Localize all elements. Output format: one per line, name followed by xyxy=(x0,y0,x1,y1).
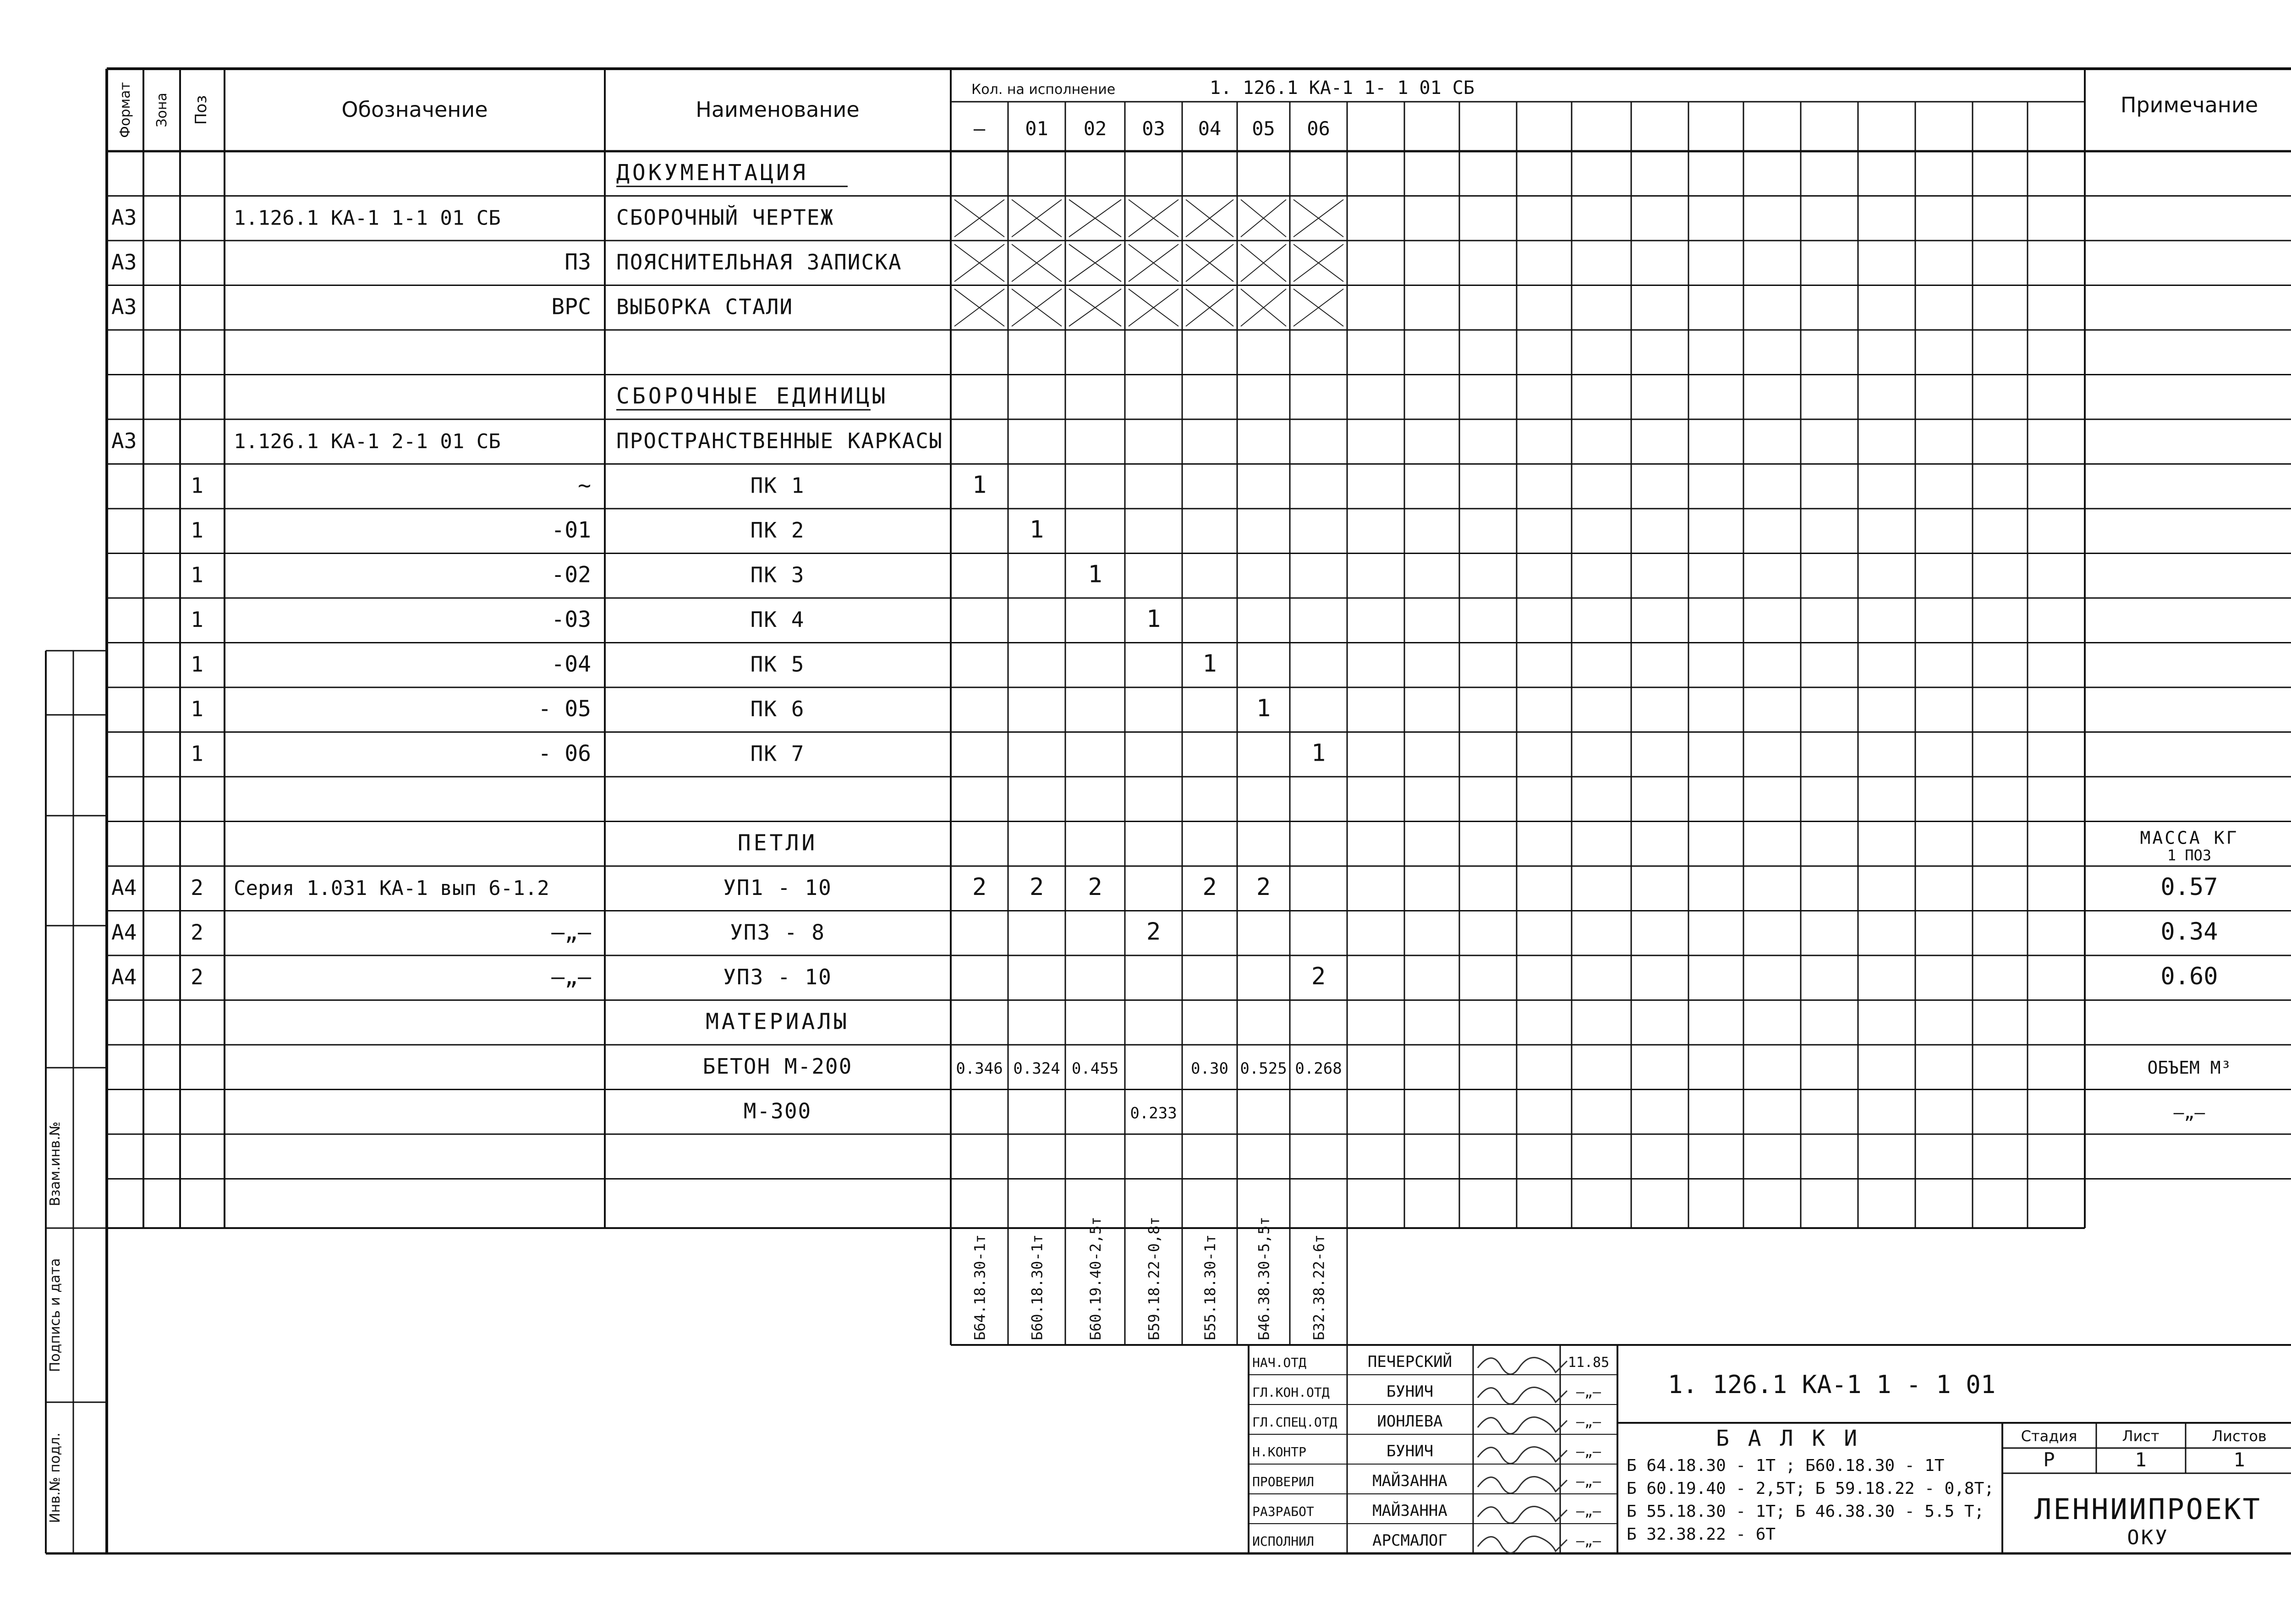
row-pos: 1 xyxy=(191,473,203,498)
row-quantity-4: 2 xyxy=(1202,873,1217,901)
hatch-cross xyxy=(954,200,1004,237)
row-format: А4 xyxy=(111,875,137,900)
header-name: Наименование xyxy=(696,97,860,122)
beam-mark-6: Б32.38.22-6т xyxy=(1310,1234,1328,1340)
cross-hatched-cells xyxy=(954,200,1343,327)
row-name: УП3 - 10 xyxy=(723,964,832,989)
title-date: —„— xyxy=(1576,1533,1601,1549)
row-name: ПОЯСНИТЕЛЬНАЯ ЗАПИСКА xyxy=(616,249,902,274)
row-designation: ВРС xyxy=(551,294,591,320)
row-format: А4 xyxy=(111,964,137,989)
row-designation: ПЗ xyxy=(565,249,591,275)
header-variant-5: 05 xyxy=(1252,117,1275,140)
hatch-cross xyxy=(954,244,1004,282)
title-person: ПЕЧЕРСКИЙ xyxy=(1367,1353,1452,1371)
header-format: Формат xyxy=(117,82,133,138)
title-stage-label: Стадия xyxy=(2021,1427,2077,1445)
title-person: МАЙЗАННА xyxy=(1372,1502,1447,1520)
row-quantity-0: 2 xyxy=(972,873,987,901)
row-quantity-0: 0.346 xyxy=(956,1059,1003,1078)
signature-scribble xyxy=(1478,1417,1567,1434)
title-date: —„— xyxy=(1576,1384,1601,1400)
row-note: 0.57 xyxy=(2160,873,2218,901)
header-doc-code: 1. 126.1 КА-1 1- 1 01 СБ xyxy=(1210,77,1474,99)
hatch-cross xyxy=(1293,244,1343,282)
row-quantity-2: 2 xyxy=(1088,873,1102,901)
row-quantity-2: 1 xyxy=(1088,560,1102,588)
title-doc-number: 1. 126.1 КА-1 1 - 1 01 xyxy=(1668,1370,1996,1399)
row-name: ПК 5 xyxy=(750,652,805,677)
row-designation: -02 xyxy=(551,562,591,588)
row-quantity-5: 2 xyxy=(1256,873,1271,901)
hatch-cross xyxy=(954,289,1004,327)
row-format: А3 xyxy=(111,249,137,274)
title-role: ИСПОЛНИЛ xyxy=(1252,1534,1314,1549)
row-name: ПК 6 xyxy=(750,696,805,721)
row-name: ПК 3 xyxy=(750,562,805,587)
title-role: НАЧ.ОТД xyxy=(1252,1355,1307,1370)
header-note: Примечание xyxy=(2120,93,2258,117)
title-person: БУНИЧ xyxy=(1386,1383,1434,1401)
row-name: ПРОСТРАНСТВЕННЫЕ КАРКАСЫ xyxy=(616,428,943,453)
title-role: ГЛ.СПЕЦ.ОТД xyxy=(1252,1415,1337,1430)
title-role: РАЗРАБОТ xyxy=(1252,1504,1314,1519)
row-name: БЕТОН М-200 xyxy=(702,1053,853,1079)
title-stage: Р xyxy=(2043,1448,2055,1471)
row-pos: 1 xyxy=(191,517,203,543)
title-sheets: 1 xyxy=(2233,1448,2245,1471)
row-name: ПК 2 xyxy=(750,517,805,543)
hatch-cross xyxy=(1241,244,1286,282)
header-variant-2: 02 xyxy=(1083,117,1107,140)
row-note: 0.34 xyxy=(2160,918,2218,946)
row-note: МАССА КГ xyxy=(2140,828,2239,848)
row-format: А3 xyxy=(111,428,137,453)
row-name: ПК 1 xyxy=(750,473,805,498)
row-quantity-5: 0.525 xyxy=(1240,1059,1287,1078)
title-name: Б А Л К И xyxy=(1716,1426,1860,1451)
row-designation: —„— xyxy=(551,964,591,990)
hatch-cross xyxy=(1069,289,1121,327)
hatch-cross xyxy=(1241,289,1286,327)
title-dept: ОКУ xyxy=(2127,1526,2169,1549)
row-quantity-2: 0.455 xyxy=(1071,1059,1119,1078)
row-note-2: 1 ПОЗ xyxy=(2167,846,2212,864)
row-quantity-3: 0.233 xyxy=(1130,1104,1177,1123)
title-role: Н.КОНТР xyxy=(1252,1444,1307,1459)
row-designation: 1.126.1 КА-1 2-1 01 СБ xyxy=(234,429,501,453)
row-name: УП1 - 10 xyxy=(723,875,832,900)
header-variant-0: — xyxy=(973,117,986,140)
beam-mark-3: Б59.18.22-0,8т xyxy=(1145,1217,1163,1340)
title-sheet-label: Лист xyxy=(2122,1427,2159,1445)
row-quantity-6: 0.268 xyxy=(1295,1059,1342,1078)
signature-scribble xyxy=(1478,1477,1567,1493)
row-pos: 2 xyxy=(191,920,203,945)
hatch-cross xyxy=(1186,289,1233,327)
hatch-cross xyxy=(1129,200,1178,237)
title-sheet: 1 xyxy=(2135,1448,2147,1471)
row-note: ОБЪЕМ М³ xyxy=(2147,1057,2231,1078)
hatch-cross xyxy=(1241,200,1286,237)
header-designation: Обозначение xyxy=(341,97,488,122)
hatch-cross xyxy=(1069,200,1121,237)
row-quantity-1: 2 xyxy=(1029,873,1044,901)
row-name: ПК 4 xyxy=(750,607,805,632)
hatch-cross xyxy=(1293,289,1343,327)
title-date: —„— xyxy=(1576,1503,1601,1520)
title-desc-line: Б 55.18.30 - 1Т; Б 46.38.30 - 5.5 Т; xyxy=(1627,1502,1984,1521)
row-quantity-3: 1 xyxy=(1146,605,1161,633)
row-quantity-6: 1 xyxy=(1311,739,1326,767)
header-pos: Поз xyxy=(192,95,210,125)
row-quantity-5: 1 xyxy=(1256,694,1271,722)
beam-mark-5: Б46.38.30-5,5т xyxy=(1255,1217,1273,1340)
row-designation: - 06 xyxy=(538,741,591,767)
row-quantity-1: 0.324 xyxy=(1013,1059,1060,1078)
row-note: —„— xyxy=(2173,1102,2205,1123)
row-designation: 1.126.1 КА-1 1-1 01 СБ xyxy=(234,206,501,230)
row-designation: —„— xyxy=(551,919,591,945)
title-date: —„— xyxy=(1576,1414,1601,1430)
row-designation: -01 xyxy=(551,517,591,543)
signature-scribble xyxy=(1478,1358,1567,1374)
title-sheets-label: Листов xyxy=(2212,1427,2267,1445)
hatch-cross xyxy=(1293,200,1343,237)
header-variant-4: 04 xyxy=(1198,117,1222,140)
hatch-cross xyxy=(1186,200,1233,237)
beam-mark-4: Б55.18.30-1т xyxy=(1201,1234,1219,1340)
title-person: БУНИЧ xyxy=(1386,1442,1434,1460)
title-date: —„— xyxy=(1576,1474,1601,1490)
beam-mark-1: Б60.18.30-1т xyxy=(1028,1234,1046,1340)
row-designation: Серия 1.031 КА-1 вып 6-1.2 xyxy=(234,876,549,900)
hatch-cross xyxy=(1012,289,1062,327)
title-desc-line: Б 64.18.30 - 1Т ; Б60.18.30 - 1Т xyxy=(1627,1456,1945,1475)
header-variant-3: 03 xyxy=(1142,117,1165,140)
title-person: ИОНЛЕВА xyxy=(1377,1412,1443,1431)
row-pos: 2 xyxy=(191,875,203,900)
row-quantity-6: 2 xyxy=(1311,962,1326,990)
row-quantity-1: 1 xyxy=(1029,516,1044,543)
row-name: СБОРОЧНЫЕ ЕДИНИЦЫ xyxy=(616,383,888,409)
row-name: ПЕТЛИ xyxy=(737,830,818,856)
hatch-cross xyxy=(1012,244,1062,282)
row-name: М-300 xyxy=(743,1098,812,1124)
row-pos: 1 xyxy=(191,607,203,632)
hatch-cross xyxy=(1012,200,1062,237)
row-name: ДОКУМЕНТАЦИЯ xyxy=(616,159,808,186)
beam-mark-2: Б60.19.40-2,5т xyxy=(1087,1217,1104,1340)
stamp-inv-no: Взам.инв.№ xyxy=(47,1121,63,1207)
signature-scribble xyxy=(1478,1447,1567,1464)
title-role: ПРОВЕРИЛ xyxy=(1252,1474,1314,1489)
row-pos: 1 xyxy=(191,652,203,677)
row-name: ВЫБОРКА СТАЛИ xyxy=(616,294,794,319)
header-variant-6: 06 xyxy=(1307,117,1330,140)
header-qty-label: Кол. на исполнение xyxy=(971,82,1116,98)
row-pos: 2 xyxy=(191,964,203,989)
header-zone: Зона xyxy=(154,93,170,127)
signature-scribble xyxy=(1478,1536,1567,1553)
title-date: 11.85 xyxy=(1568,1355,1610,1371)
row-format: А3 xyxy=(111,205,137,230)
hatch-cross xyxy=(1186,244,1233,282)
title-org: ЛЕННИИПРОЕКТ xyxy=(2034,1492,2262,1526)
row-pos: 1 xyxy=(191,696,203,721)
row-quantity-4: 1 xyxy=(1202,650,1217,678)
table-text xyxy=(47,77,2267,1553)
row-quantity-4: 0.30 xyxy=(1191,1059,1228,1078)
title-date: —„— xyxy=(1576,1444,1601,1460)
beam-mark-0: Б64.18.30-1т xyxy=(971,1234,989,1340)
signature-scribble xyxy=(1478,1507,1567,1523)
row-designation: - 05 xyxy=(538,696,591,722)
stamp-inv-orig: Инв.№ подл. xyxy=(47,1432,63,1523)
row-quantity-3: 2 xyxy=(1146,918,1161,946)
row-designation: -03 xyxy=(551,606,591,632)
row-name: УП3 - 8 xyxy=(730,920,825,945)
row-name: СБОРОЧНЫЙ ЧЕРТЕЖ xyxy=(616,205,834,230)
hatch-cross xyxy=(1129,244,1178,282)
signature-scribble xyxy=(1478,1388,1567,1404)
row-format: А4 xyxy=(111,920,137,945)
hatch-cross xyxy=(1129,289,1178,327)
title-person: МАЙЗАННА xyxy=(1372,1472,1447,1490)
row-name: МАТЕРИАЛЫ xyxy=(705,1009,850,1035)
row-quantity-0: 1 xyxy=(972,471,987,499)
header-variant-1: 01 xyxy=(1025,117,1048,140)
row-note: 0.60 xyxy=(2160,962,2218,990)
title-desc-line: Б 32.38.22 - 6Т xyxy=(1627,1525,1776,1544)
row-designation: -04 xyxy=(551,651,591,677)
row-pos: 1 xyxy=(191,562,203,587)
row-pos: 1 xyxy=(191,741,203,766)
title-desc-line: Б 60.19.40 - 2,5Т; Б 59.18.22 - 0,8Т; xyxy=(1627,1479,1994,1498)
row-designation: ~ xyxy=(578,472,591,499)
title-role: ГЛ.КОН.ОТД xyxy=(1252,1385,1330,1400)
stamp-sign-date: Подпись и дата xyxy=(47,1258,63,1372)
title-person: АРСМАЛОГ xyxy=(1372,1531,1447,1550)
hatch-cross xyxy=(1069,244,1121,282)
row-name: ПК 7 xyxy=(750,741,805,766)
table-grid xyxy=(46,69,2291,1553)
row-format: А3 xyxy=(111,294,137,319)
